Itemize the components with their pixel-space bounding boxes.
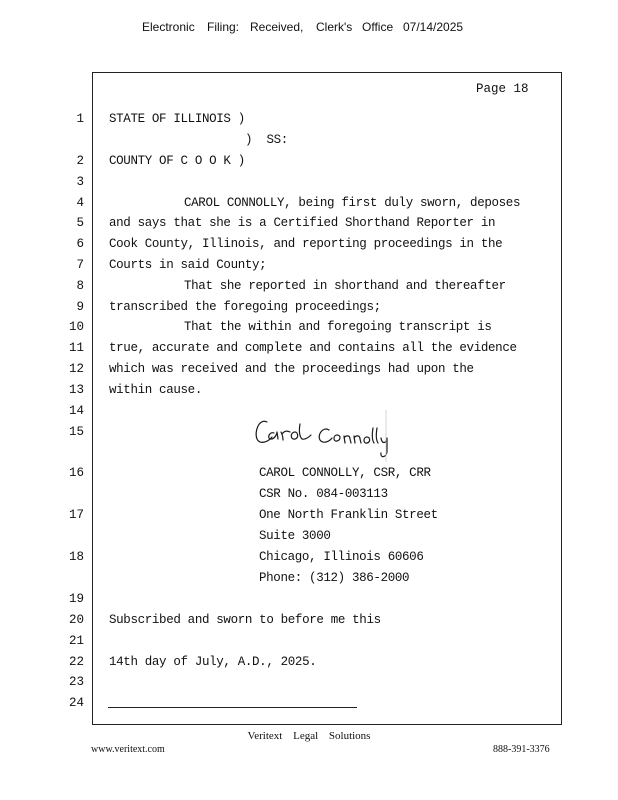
certificate-line: within cause. (109, 383, 202, 397)
certificate-line: and says that she is a Certified Shorthand Reporter in (109, 216, 496, 230)
line-number: 18 (68, 550, 84, 564)
line-number: 19 (68, 592, 84, 606)
line-number: 11 (68, 341, 84, 355)
footer-website: www.veritext.com (91, 744, 165, 755)
line-number: 7 (76, 258, 84, 272)
line-number: 15 (68, 425, 84, 439)
filing-header-filing: Filing: (207, 20, 240, 34)
footer-company: Veritext Legal Solutions (247, 730, 371, 742)
line-number: 3 (76, 175, 84, 189)
reporter-name: CAROL CONNOLLY, CSR, CRR (259, 466, 431, 480)
line-number: 21 (68, 634, 84, 648)
line-number: 6 (76, 237, 84, 251)
certificate-line: true, accurate and complete and contains all the evidence (109, 341, 517, 355)
line-number: 16 (68, 466, 84, 480)
reporter-csr-number: CSR No. 084-003113 (259, 487, 388, 501)
filing-header-clerks: Clerk's (316, 20, 353, 34)
line-number: 8 (76, 279, 84, 293)
line-number: 4 (76, 196, 84, 210)
line-number: 13 (68, 383, 84, 397)
filing-header-office: Office (362, 20, 394, 34)
line-number: 17 (68, 508, 84, 522)
certificate-line: That the within and foregoing transcript is (184, 320, 492, 334)
line-number: 24 (68, 696, 84, 710)
line-number: 23 (68, 675, 84, 689)
line-number: 1 (76, 112, 84, 126)
footer-phone: 888-391-3376 (493, 744, 550, 755)
line-number: 22 (68, 655, 84, 669)
reporter-city: Chicago, Illinois 60606 (259, 550, 424, 564)
line-number: 9 (76, 300, 84, 314)
notary-signature-line (108, 707, 357, 708)
subscribed-text: Subscribed and sworn to before me this (109, 613, 381, 627)
certificate-line: which was received and the proceedings had upon the (109, 362, 474, 376)
page-number: Page 18 (476, 82, 529, 96)
reporter-phone: Phone: (312) 386-2000 (259, 571, 410, 585)
line-number: 5 (76, 216, 84, 230)
reporter-address-line2: Suite 3000 (259, 529, 331, 543)
signature-image (253, 408, 393, 464)
certificate-line: Courts in said County; (109, 258, 267, 272)
line-number: 12 (68, 362, 84, 376)
certificate-line: That she reported in shorthand and thereafter (184, 279, 506, 293)
line-number: 20 (68, 613, 84, 627)
venue-county: COUNTY OF C O O K ) (109, 154, 245, 168)
venue-state: STATE OF ILLINOIS ) (109, 112, 245, 126)
filing-header-received: Received, (250, 20, 304, 34)
line-number: 10 (68, 320, 84, 334)
line-number: 2 (76, 154, 84, 168)
filing-header-electronic: Electronic (142, 20, 195, 34)
line-number: 14 (68, 404, 84, 418)
filing-header-date: 07/14/2025 (403, 20, 464, 34)
certificate-line: CAROL CONNOLLY, being first duly sworn, deposes (184, 196, 521, 210)
reporter-address-line1: One North Franklin Street (259, 508, 438, 522)
transcript-page-frame (92, 72, 562, 725)
certificate-line: Cook County, Illinois, and reporting proceedings in the (109, 237, 503, 251)
venue-ss: ) SS: (245, 133, 288, 147)
certificate-line: transcribed the foregoing proceedings; (109, 300, 381, 314)
sworn-date: 14th day of July, A.D., 2025. (109, 655, 317, 669)
